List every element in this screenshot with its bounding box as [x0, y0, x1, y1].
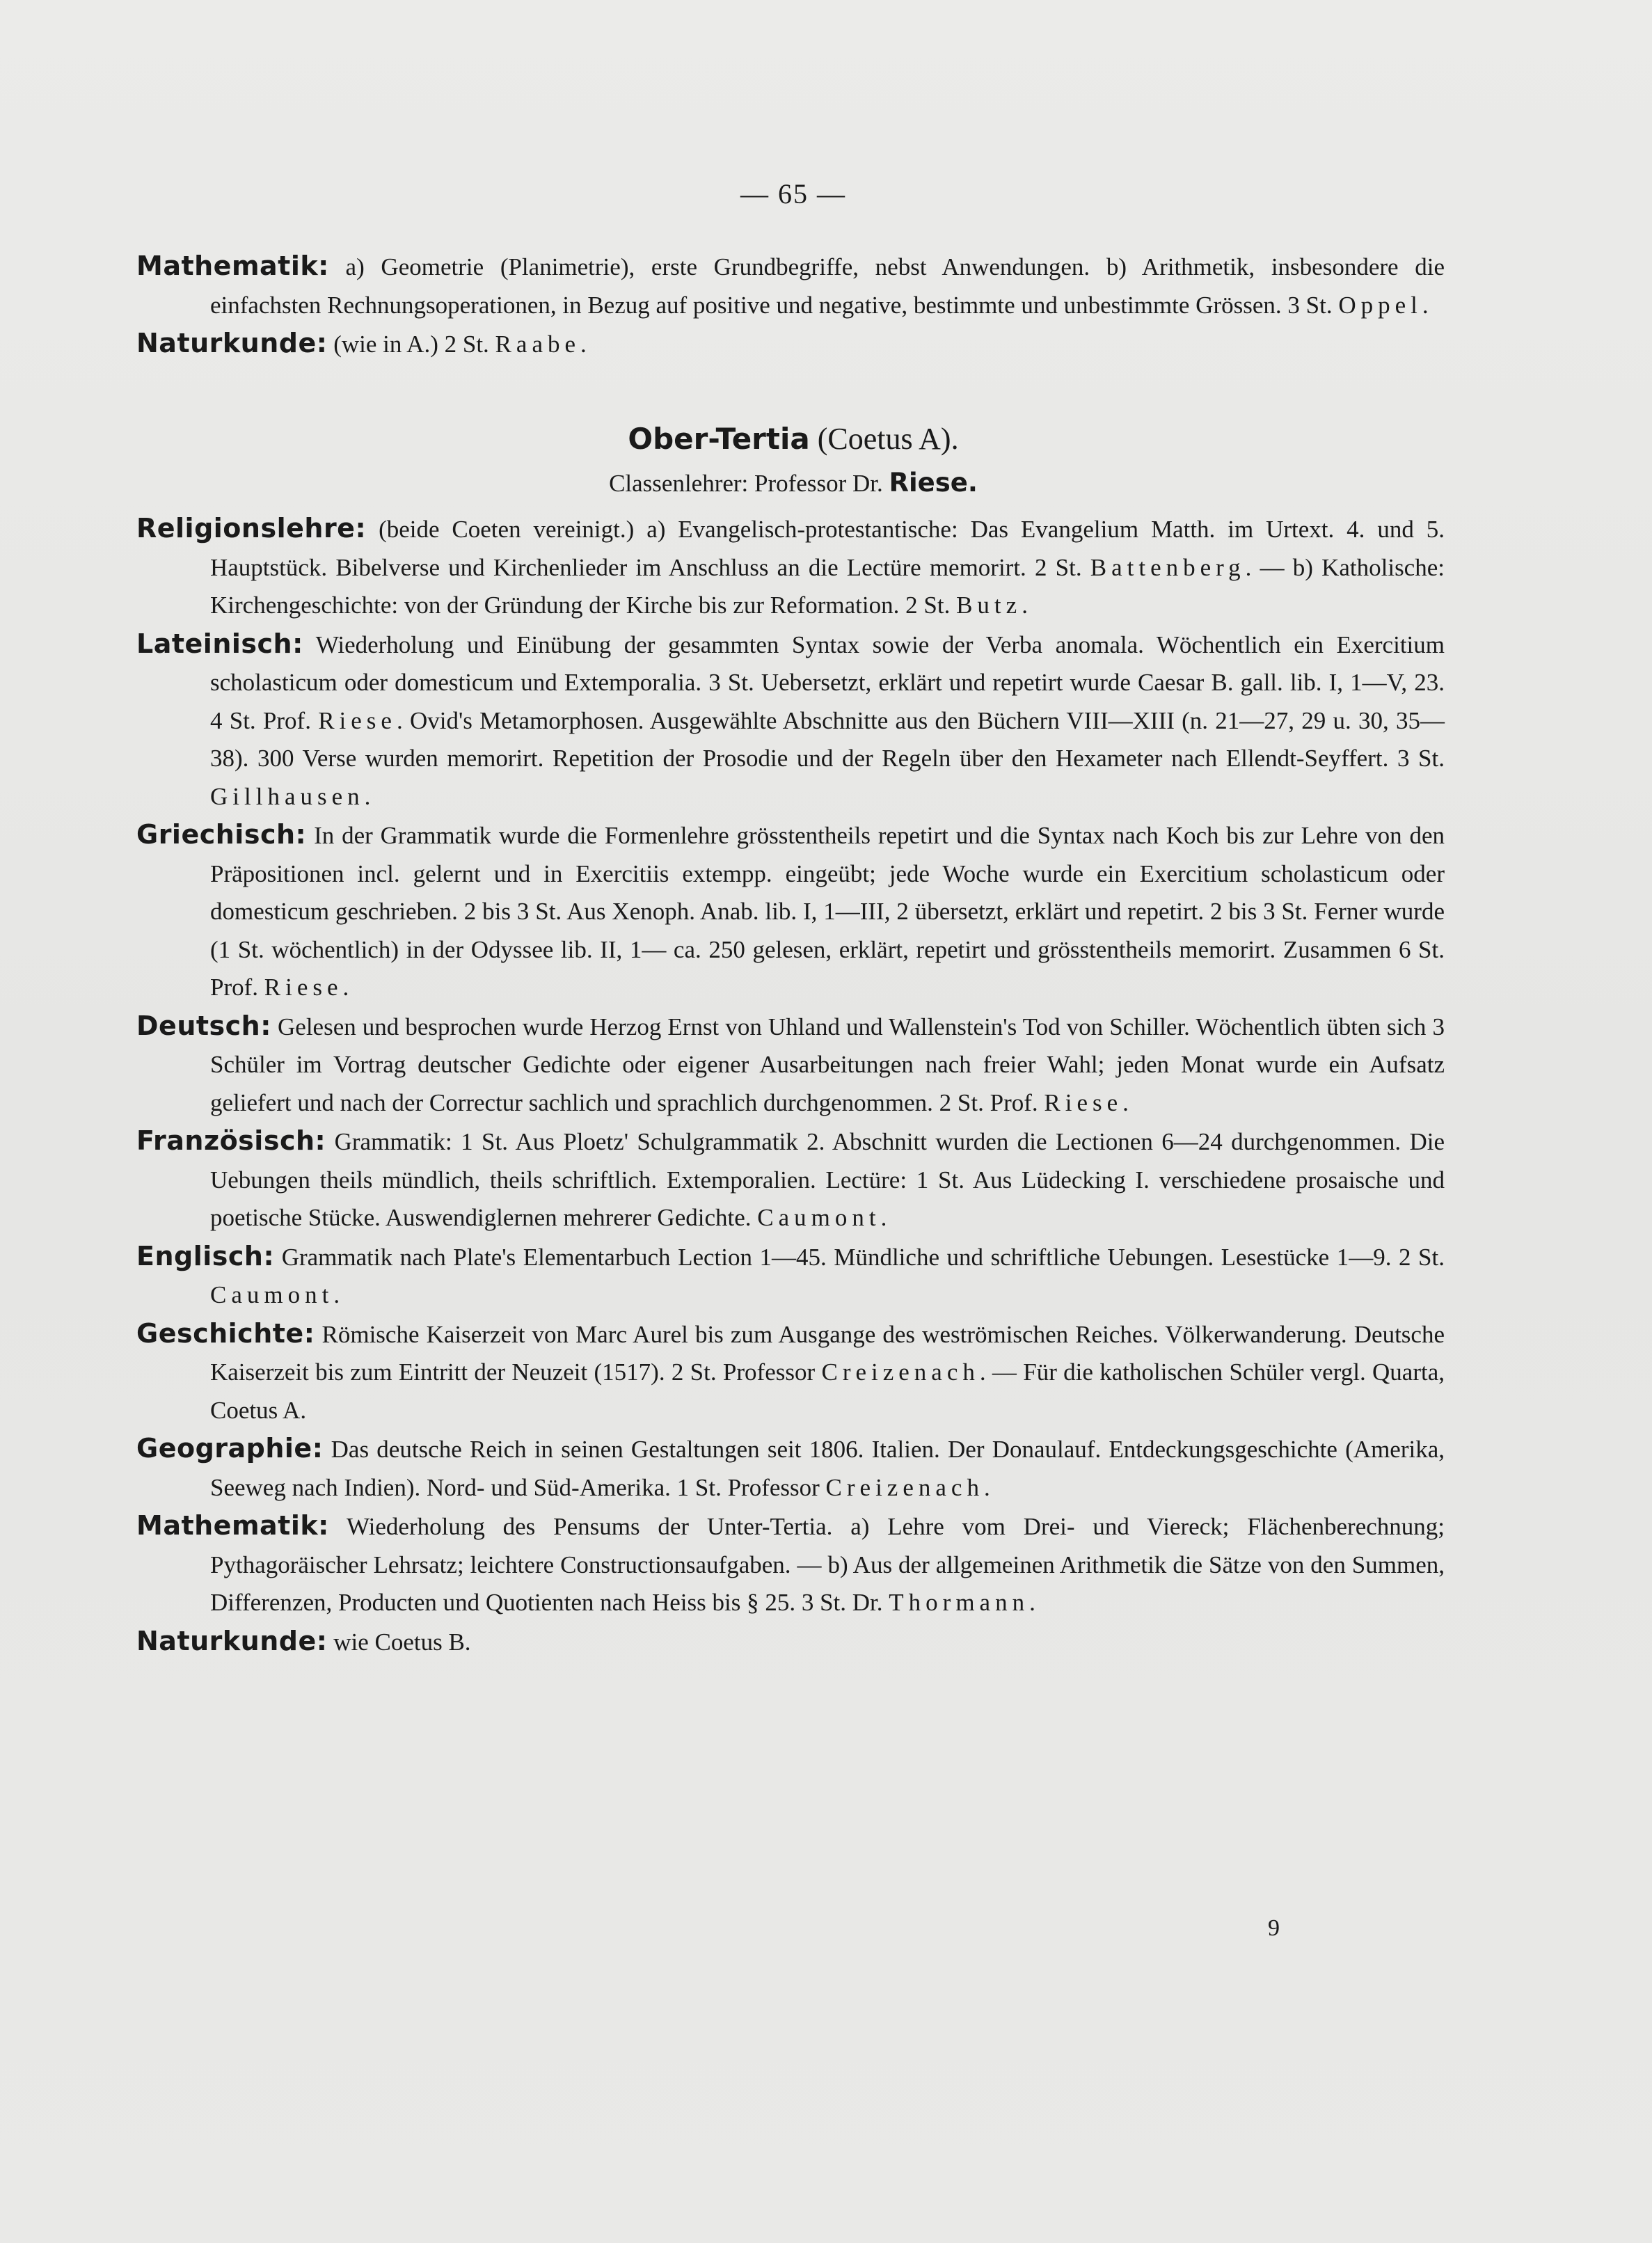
section-title-bold: Ober-Tertia — [628, 422, 810, 456]
subject-heading: Naturkunde: — [136, 1625, 328, 1656]
teacher-name: Riese — [264, 974, 343, 1001]
paragraph-text: a) Geometrie (Planimetrie), erste Grundbegriffe, nebst Anwendungen. b) Arithmetik, insbesondere die einfachsten Rechnungsoperationen, in Bezug auf positive und negative, bestimmte und unbestimmte Grössen. 3 St. — [210, 253, 1445, 319]
paragraph-text: . — [364, 782, 371, 810]
subject-heading: Geographie: — [136, 1433, 324, 1464]
paragraph-text: . — [880, 1204, 887, 1231]
signature-mark: 9 — [1268, 1915, 1280, 1941]
subject-heading: Mathematik: — [136, 1510, 329, 1541]
teacher-name: Butz — [956, 592, 1022, 619]
subject-heading: Lateinisch: — [136, 628, 303, 659]
subject-heading: Mathematik: — [136, 251, 329, 281]
subject-paragraph — [136, 1315, 1445, 1430]
subject-paragraph — [136, 1429, 1445, 1507]
subject-paragraph — [136, 1507, 1445, 1622]
subject-heading: Französisch: — [136, 1125, 326, 1156]
subject-heading: Religionslehre: — [136, 513, 367, 544]
subject-paragraph — [136, 816, 1445, 1007]
paragraph-mathematik-prev — [136, 247, 1445, 324]
teacher-name: Riese — [318, 706, 397, 734]
paragraph-text: . — [580, 331, 587, 358]
subject-paragraph — [136, 1122, 1445, 1237]
subject-paragraph — [136, 625, 1445, 816]
subject-heading: Geschichte: — [136, 1317, 315, 1349]
teacher-name: Riese — [1044, 1088, 1123, 1116]
paragraph-text: Römische Kaiserzeit von Marc Aurel bis zum Ausgange des weströmischen Reiches. Völkerwanderung. Deutsche Kaiserzeit bis zum Eintritt der Neuzeit (1517). 2 St. Professor — [210, 1320, 1445, 1386]
subject-entries — [136, 509, 1445, 1661]
subject-paragraph — [136, 1237, 1445, 1315]
teacher-name: Caumont — [757, 1204, 881, 1231]
teacher-name: Gillhausen — [210, 782, 365, 810]
page-number: — 65 — — [740, 178, 846, 209]
paragraph-text: Gelesen und besprochen wurde Herzog Ernst von Uhland und Wallenstein's Tod von Schiller. Wöchentlich übten sich 3 Schüler im Vortrag deutscher Gedichte oder eigener Ausarbeitungen nach freier Wahl; jeden Monat wurde ein Aufsatz geliefert und nach der Correctur sachlich und sprachlich durchgenommen. 2 St. Prof. — [210, 1013, 1445, 1116]
subject-paragraph — [136, 1007, 1445, 1123]
paragraph-text: (beide Coeten vereinigt.) a) Evangelisch-protestantische: Das Evangelium Matth. im Urtext. 4. und 5. Hauptstück. Bibelverse und Kirchenlieder im Anschluss an die Lectüre memorirt. 2 St. — [210, 516, 1445, 581]
paragraph-naturkunde-prev — [136, 324, 1445, 364]
paragraph-text: . — [342, 974, 349, 1001]
subject-heading: Griechisch: — [136, 819, 307, 850]
section-title-rest: (Coetus A). — [809, 422, 959, 456]
class-teacher-name: Riese. — [889, 468, 978, 498]
teacher-name: Caumont — [210, 1281, 334, 1308]
paragraph-text: . — Für die katholischen Schüler vergl. Quarta, Coetus A. — [210, 1358, 1445, 1424]
subject-heading: Englisch: — [136, 1240, 275, 1271]
paragraph-text: Grammatik nach Plate's Elementarbuch Lection 1—45. Mündliche und schriftliche Uebungen. Lesestücke 1—9. 2 St. — [274, 1243, 1445, 1271]
subject-heading: Naturkunde: — [136, 328, 328, 358]
teacher-name: Oppel — [1338, 291, 1422, 319]
paragraph-text: Grammatik: 1 St. Aus Ploetz' Schulgrammatik 2. Abschnitt wurden die Lectionen 6—24 durchgenommen. Die Uebungen theils mündlich, theils schriftlich. Extemporalien. Lectüre: 1 St. Aus Lüdecking I. verschiedene prosaische und poetische Stücke. Auswendiglernen mehrerer Gedichte. — [210, 1128, 1445, 1231]
paragraph-text: . — [1022, 592, 1028, 619]
subject-paragraph — [136, 1622, 1445, 1662]
section-title — [0, 421, 1587, 457]
paragraph-text: (wie in A.) 2 St. — [327, 331, 495, 358]
previous-section-tail — [136, 247, 1445, 364]
teacher-name: Creizenach — [821, 1358, 980, 1386]
paragraph-text: Wiederholung des Pensums der Unter-Tertia. a) Lehre vom Drei- und Viereck; Flächenberechnung; Pythagoräischer Lehrsatz; leichtere Constructionsaufgaben. — b) Aus der allgemeinen Arithmetik die Sätze von den Summen, Differenzen, Producten und Quotienten nach Heiss bis § 25. 3 St. Dr. — [210, 1513, 1445, 1616]
teacher-name: Battenberg — [1090, 553, 1246, 581]
paragraph-text: wie Coetus B. — [327, 1628, 471, 1656]
paragraph-text: . — [1029, 1589, 1035, 1616]
subject-heading: Deutsch: — [136, 1010, 271, 1041]
paragraph-text: Das deutsche Reich in seinen Gestaltungen seit 1806. Italien. Der Donaulauf. Entdeckungsgeschichte (Amerika, Seeweg nach Indien). Nord- und Süd-Amerika. 1 St. Professor — [210, 1436, 1445, 1501]
paragraph-text: In der Grammatik wurde die Formenlehre grösstentheils repetirt und die Syntax nach Koch bis zur Lehre von den Präpositionen incl. gelernt und in Exercitiis extempp. eingeübt; jede Woche wurde ein Exercitium scholasticum oder domesticum geschrieben. 2 bis 3 St. Aus Xenoph. Anab. lib. I, 1—III, 2 übersetzt, erklärt und repetirt. 2 bis 3 St. Ferner wurde (1 St. wöchentlich) in der Odyssee lib. II, 1— ca. 250 gelesen, erklärt, repetirt und grösstentheils memorirt. Zusammen 6 St. Prof. — [210, 822, 1445, 1001]
paragraph-text: . — b) Katholische: Kirchengeschichte: von der Gründung der Kirche bis zur Reformation. 2 St. — [210, 553, 1445, 619]
paragraph-text: . Ovid's Metamorphosen. Ausgewählte Abschnitte aus den Büchern VIII—XIII (n. 21—27, 29 u. 30, 35—38). 300 Verse wurden memorirt. Repetition der Prosodie und der Regeln über den Hexameter nach Ellendt-Seyffert. 3 St. — [210, 706, 1445, 772]
paragraph-text: . — [1422, 291, 1429, 319]
paragraph-text: Wiederholung und Einübung der gesammten Syntax sowie der Verba anomala. Wöchentlich ein Exercitium scholasticum oder domesticum und Extemporalia. 3 St. Uebersetzt, erklärt und repetirt wurde Caesar B. gall. lib. I, 1—V, 23. 4 St. Prof. — [210, 631, 1445, 734]
subject-paragraph — [136, 509, 1445, 625]
paragraph-text: . — [333, 1281, 340, 1308]
teacher-name: Thormann — [889, 1589, 1030, 1616]
paragraph-text: . — [1122, 1088, 1129, 1116]
class-teacher-label: Classenlehrer: Professor Dr. — [609, 470, 889, 497]
teacher-name: Creizenach — [825, 1473, 984, 1501]
paragraph-text: . — [983, 1473, 990, 1501]
teacher-name: Raabe — [495, 331, 581, 358]
section-subtitle — [0, 468, 1587, 498]
